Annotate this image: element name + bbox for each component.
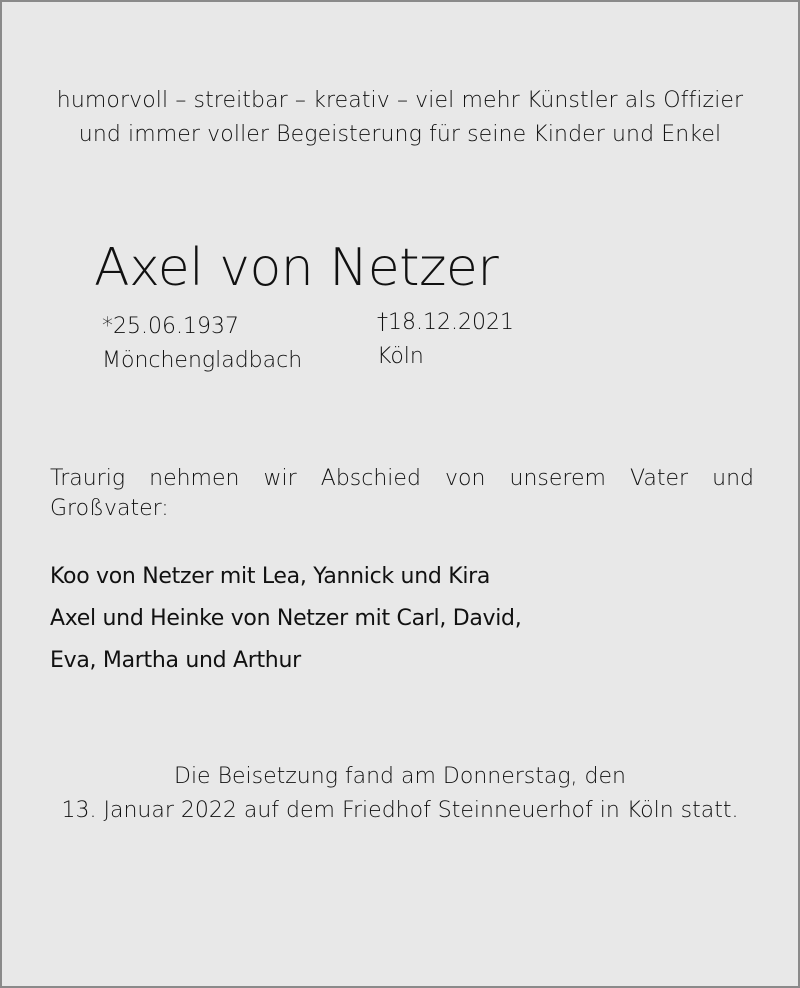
birth-info — [102, 310, 302, 378]
death-info — [377, 306, 514, 374]
mourners-list — [50, 556, 521, 682]
birth-date: *25.06.1937 — [102, 314, 239, 339]
death-date: †18.12.2021 — [377, 310, 514, 335]
birth-place: Mönchengladbach — [102, 348, 303, 373]
funeral-notice — [2, 760, 798, 828]
mourner-line: Koo von Netzer mit Lea, Yannick und Kira — [50, 564, 491, 589]
intro-text: Traurig nehmen wir Abschied von unserem Vater und Großvater: — [50, 466, 754, 521]
mourner-line: Axel und Heinke von Netzer mit Carl, David, — [50, 606, 522, 631]
mourner-line: Eva, Martha und Arthur — [50, 648, 301, 673]
motto-line-1: humorvoll – streitbar – kreativ – viel mehr Künstler als Offizier — [56, 88, 744, 113]
death-place: Köln — [377, 344, 424, 369]
motto — [2, 84, 798, 152]
funeral-line-1: Die Beisetzung fand am Donnerstag, den — [174, 764, 626, 789]
funeral-line-2: 13. Januar 2022 auf dem Friedhof Steinneuerhof in Köln statt. — [61, 798, 739, 823]
motto-line-2: und immer voller Begeisterung für seine Kinder und Enkel — [78, 122, 722, 147]
deceased-name: Axel von Netzer — [94, 238, 499, 298]
